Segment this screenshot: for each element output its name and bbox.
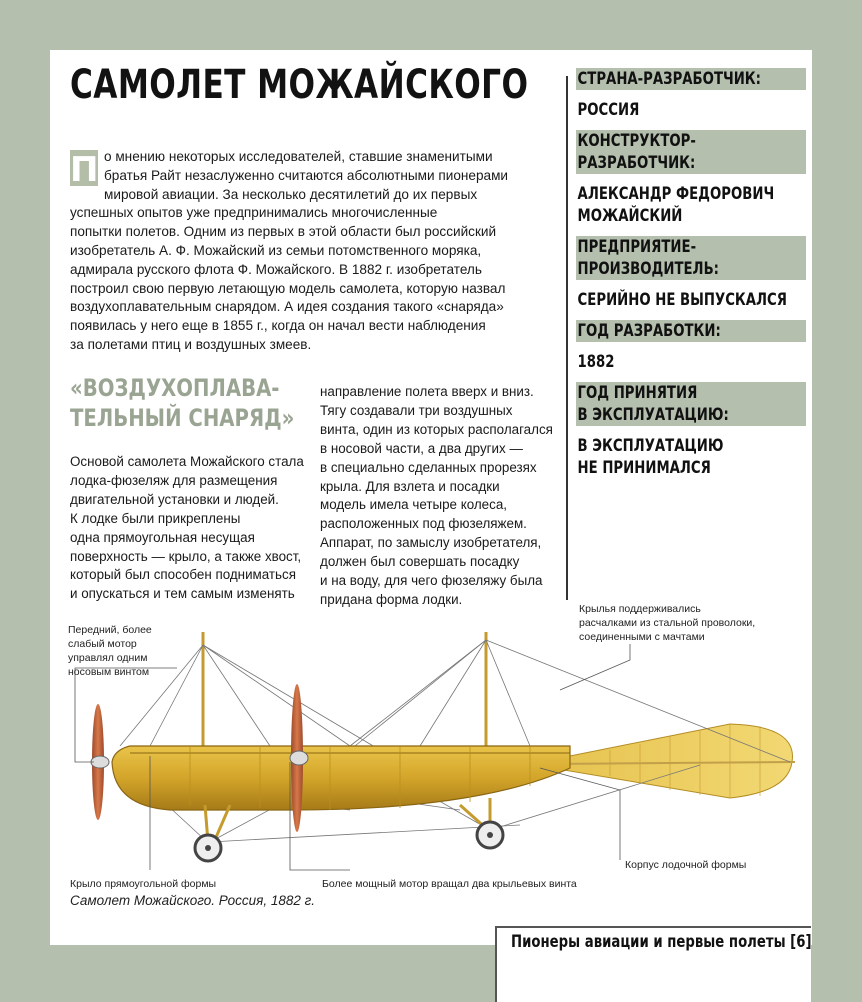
text-line: К лодке были прикреплены xyxy=(70,510,241,526)
intro-line: воздухоплавательным снарядом. А идея создания такого «снаряда» xyxy=(70,299,504,315)
intro-line: о мнению некоторых исследователей, ставшие знаменитыми xyxy=(104,149,493,164)
sidebar-divider xyxy=(566,76,568,600)
section-heading-line: ТЕЛЬНЫЙ СНАРЯД» xyxy=(70,404,295,432)
callout-main-motor: Более мощный мотор вращал два крыльевых винта xyxy=(322,878,577,890)
footer-title: Пионеры авиации и первые полеты [6] xyxy=(511,932,812,952)
intro-line: построил свою первую летающую модель самолета, которую назвал xyxy=(70,280,506,296)
text-line: двигательной установки и людей. xyxy=(70,491,279,507)
text-column-1 xyxy=(70,373,302,604)
intro-line: адмирала русского флота Ф. Можайского. В 1882 г. изобретатель xyxy=(70,261,482,277)
text-line: винта, один из которых располагался xyxy=(320,421,553,437)
specs-sidebar xyxy=(576,68,806,488)
text-line: модель имела четыре колеса, xyxy=(320,497,507,513)
text-line: придана форма лодки. xyxy=(320,591,463,607)
text-line: Основой самолета Можайского стала xyxy=(70,454,304,469)
callout-hull: Корпус лодочной формы xyxy=(625,859,747,871)
text-line: в специально сделанных прорезях xyxy=(320,459,537,475)
intro-line: братья Райт незаслуженно считаются абсолютными пионерами xyxy=(104,167,509,183)
text-line: Тягу создавали три воздушных xyxy=(320,402,513,418)
intro-paragraph xyxy=(70,148,560,355)
text-line: крыла. Для взлета и посадки xyxy=(320,478,500,494)
page xyxy=(50,50,812,945)
intro-line: появилась у него еще в 1855 г., когда он начал вести наблюдения xyxy=(70,318,486,334)
text-line: поверхность — крыло, а также хвост, xyxy=(70,548,302,564)
spec-country-value: РОССИЯ xyxy=(577,100,640,120)
intro-line: изобретатель А. Ф. Можайский из семьи потомственного моряка, xyxy=(70,242,482,258)
callout-wing-shape: Крыло прямоугольной формы xyxy=(70,878,217,890)
text-line: который был способен подниматься xyxy=(70,567,296,583)
footer-banner xyxy=(495,926,811,1002)
intro-line: мировой авиации. За несколько десятилетий до их первых xyxy=(104,186,478,202)
intro-line: попытки полетов. Одним из первых в этой области был российский xyxy=(70,224,497,240)
spec-service-label: ГОД ПРИНЯТИЯ В ЭКСПЛУАТАЦИЮ: xyxy=(576,382,806,426)
intro-line: за полетами птиц и воздушных змеев. xyxy=(70,336,312,352)
text-line: направление полета вверх и вниз. xyxy=(320,384,534,399)
text-line: в носовой части, а два других — xyxy=(320,440,523,456)
column-2-text xyxy=(320,383,560,610)
wheel-rear xyxy=(477,822,503,848)
text-line: должен был совершать посадку xyxy=(320,554,520,570)
wheel-front xyxy=(195,835,221,861)
tail-surface xyxy=(540,724,792,798)
text-line: и на воду, для чего фюзеляжу была xyxy=(320,573,543,589)
text-line: расположенных под фюзеляжем. xyxy=(320,516,527,532)
text-line: Аппарат, по замыслу изобретателя, xyxy=(320,535,542,551)
section-heading-line: «ВОЗДУХОПЛАВА- xyxy=(70,374,280,402)
text-line: одна прямоугольная несущая xyxy=(70,529,255,545)
boat-hull xyxy=(112,746,570,810)
callout-front-motor: Передний, более слабый мотор управлял одним носовым винтом xyxy=(68,624,152,678)
spec-designer-value: АЛЕКСАНДР ФЕДОРОВИЧ МОЖАЙСКИЙ xyxy=(577,184,775,226)
spec-service-value: В ЭКСПЛУАТАЦИЮ НЕ ПРИНИМАЛСЯ xyxy=(577,436,724,478)
page-title: САМОЛЕТ МОЖАЙСКОГО xyxy=(70,62,529,108)
column-1-text xyxy=(70,453,302,604)
spec-maker-value: СЕРИЙНО НЕ ВЫПУСКАЛСЯ xyxy=(577,290,787,310)
spec-maker-label: ПРЕДПРИЯТИЕ- ПРОИЗВОДИТЕЛЬ: xyxy=(576,236,806,280)
spec-country-label: СТРАНА-РАЗРАБОТЧИК: xyxy=(576,68,806,90)
spec-designer-label: КОНСТРУКТОР- РАЗРАБОТЧИК: xyxy=(576,130,806,174)
spec-year-value: 1882 xyxy=(577,352,615,372)
text-line: и опускаться и тем самым изменять xyxy=(70,586,295,602)
spec-year-label: ГОД РАЗРАБОТКИ: xyxy=(576,320,806,342)
drop-cap: П xyxy=(70,150,99,190)
intro-line: успешных опытов уже предпринимались многочисленные xyxy=(70,205,438,221)
text-line: лодка-фюзеляж для размещения xyxy=(70,472,278,488)
figure-caption: Самолет Можайского. Россия, 1882 г. xyxy=(70,893,316,908)
callout-wings: Крылья поддерживались расчалками из стальной проволоки, соединенными с мачтами xyxy=(579,603,756,643)
section-heading xyxy=(70,373,295,433)
text-column-2 xyxy=(320,383,560,610)
